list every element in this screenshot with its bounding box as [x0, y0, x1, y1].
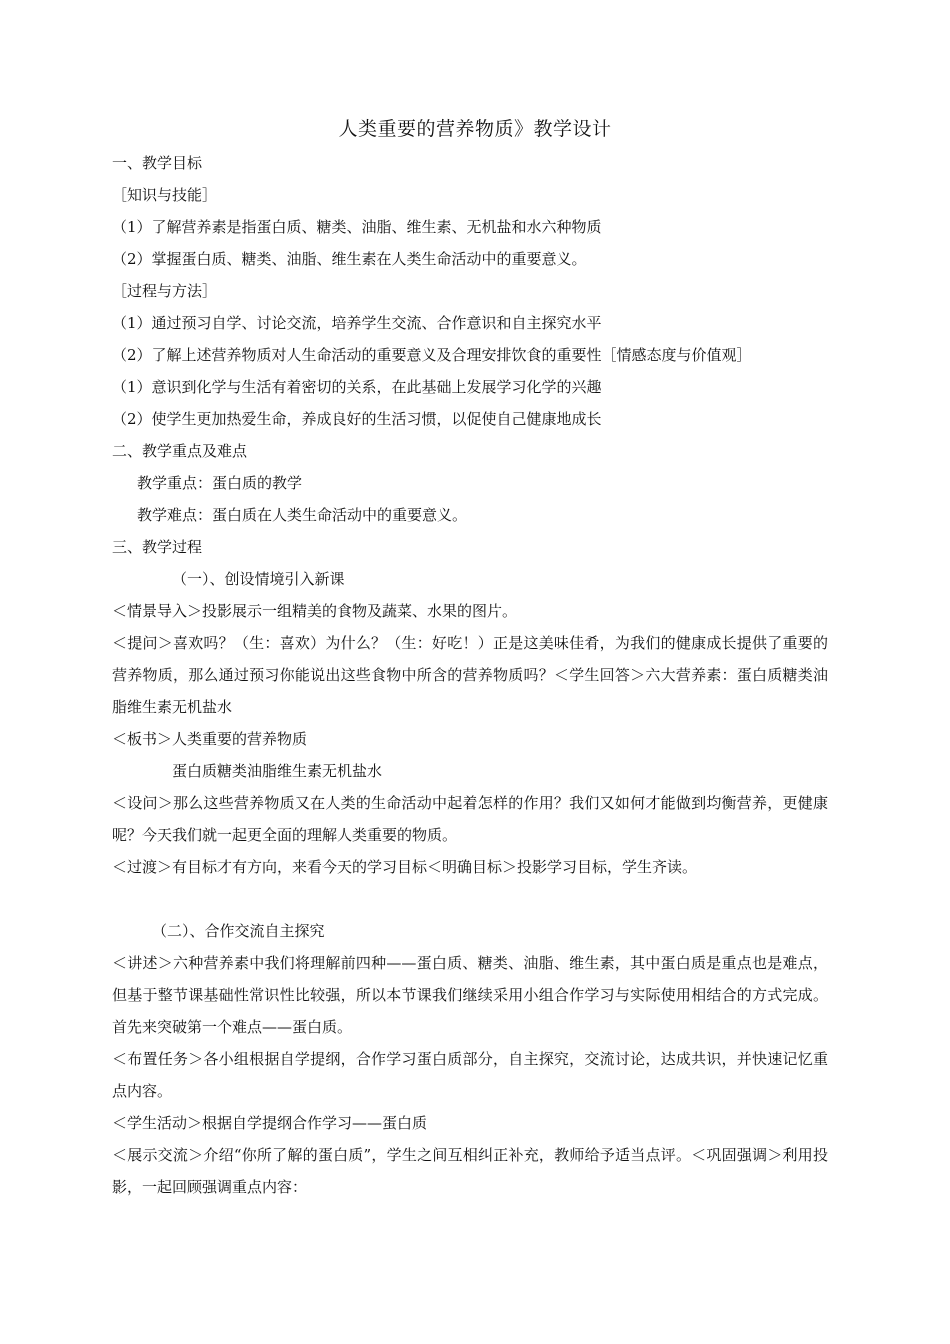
set-question-paragraph: ＜设问＞那么这些营养物质又在人类的生命活动中起着怎样的作用？我们又如何才能做到均衡营养，更健康呢？今天我们就一起更全面的理解人类重要的物质。: [112, 794, 828, 844]
section-heading-process: 三、教学过程: [112, 538, 203, 556]
key-point: 教学重点：蛋白质的教学: [137, 474, 303, 492]
attitude-item-1: （1）意识到化学与生活有着密切的关系，在此基础上发展学习化学的兴趣: [112, 378, 602, 396]
difficulty-point: 教学难点：蛋白质在人类生命活动中的重要意义。: [137, 506, 468, 524]
scene-intro: ＜情景导入＞投影展示一组精美的食物及蔬菜、水果的图片。: [112, 602, 518, 620]
process-item-2: （2）了解上述营养物质对人生命活动的重要意义及合理安排饮食的重要性［情感态度与价值观］: [112, 346, 752, 364]
section-heading-objectives: 一、教学目标: [112, 154, 203, 172]
knowledge-item-2: （2）掌握蛋白质、糖类、油脂、维生素在人类生命活动中的重要意义。: [112, 250, 587, 268]
board-writing: ＜板书＞人类重要的营养物质: [112, 730, 308, 748]
section-heading-keypoints: 二、教学重点及难点: [112, 442, 248, 460]
part2-heading: （二）、合作交流自主探究: [152, 922, 325, 940]
task-paragraph: ＜布置任务＞各小组根据自学提纲，合作学习蛋白质部分，自主探究，交流讨论，达成共识，并快速记忆重点内容。: [112, 1050, 828, 1100]
transition: ＜过渡＞有目标才有方向，来看今天的学习目标＜明确目标＞投影学习目标，学生齐读。: [112, 858, 698, 876]
knowledge-item-1: （1）了解营养素是指蛋白质、糖类、油脂、维生素、无机盐和水六种物质: [112, 218, 602, 236]
exchange-paragraph: ＜展示交流＞介绍“你所了解的蛋白质”，学生之间互相纠正补充，教师给予适当点评。＜巩固强调＞利用投影，一起回顾强调重点内容：: [112, 1146, 828, 1196]
subheading-knowledge: ［知识与技能］: [112, 186, 218, 204]
subheading-process: ［过程与方法］: [112, 282, 218, 300]
question-paragraph: ＜提问＞喜欢吗？（生：喜欢）为什么？（生：好吃！）正是这美味佳肴，为我们的健康成长提供了重要的营养物质，那么通过预习你能说出这些食物中所含的营养物质吗？＜学生回答＞六大营养素：蛋白质糖类油脂维生素无机盐水: [112, 634, 828, 716]
board-items: 蛋白质糖类油脂维生素无机盐水: [172, 762, 383, 780]
student-activity: ＜学生活动＞根据自学提纲合作学习——蛋白质: [112, 1114, 428, 1132]
attitude-item-2: （2）使学生更加热爱生命，养成良好的生活习惯，以促使自己健康地成长: [112, 410, 602, 428]
page-title: 人类重要的营养物质》教学设计: [338, 118, 612, 140]
lecture-paragraph: ＜讲述＞六种营养素中我们将理解前四种——蛋白质、糖类、油脂、维生素，其中蛋白质是重点也是难点，但基于整节课基础性常识性比较强，所以本节课我们继续采用小组合作学习与实际使用相结合的方式完成。首先来突破第一个难点——蛋白质。: [112, 954, 828, 1036]
process-item-1: （1）通过预习自学、讨论交流，培养学生交流、合作意识和自主探究水平: [112, 314, 602, 332]
part1-heading: （一）、创设情境引入新课: [172, 570, 345, 588]
